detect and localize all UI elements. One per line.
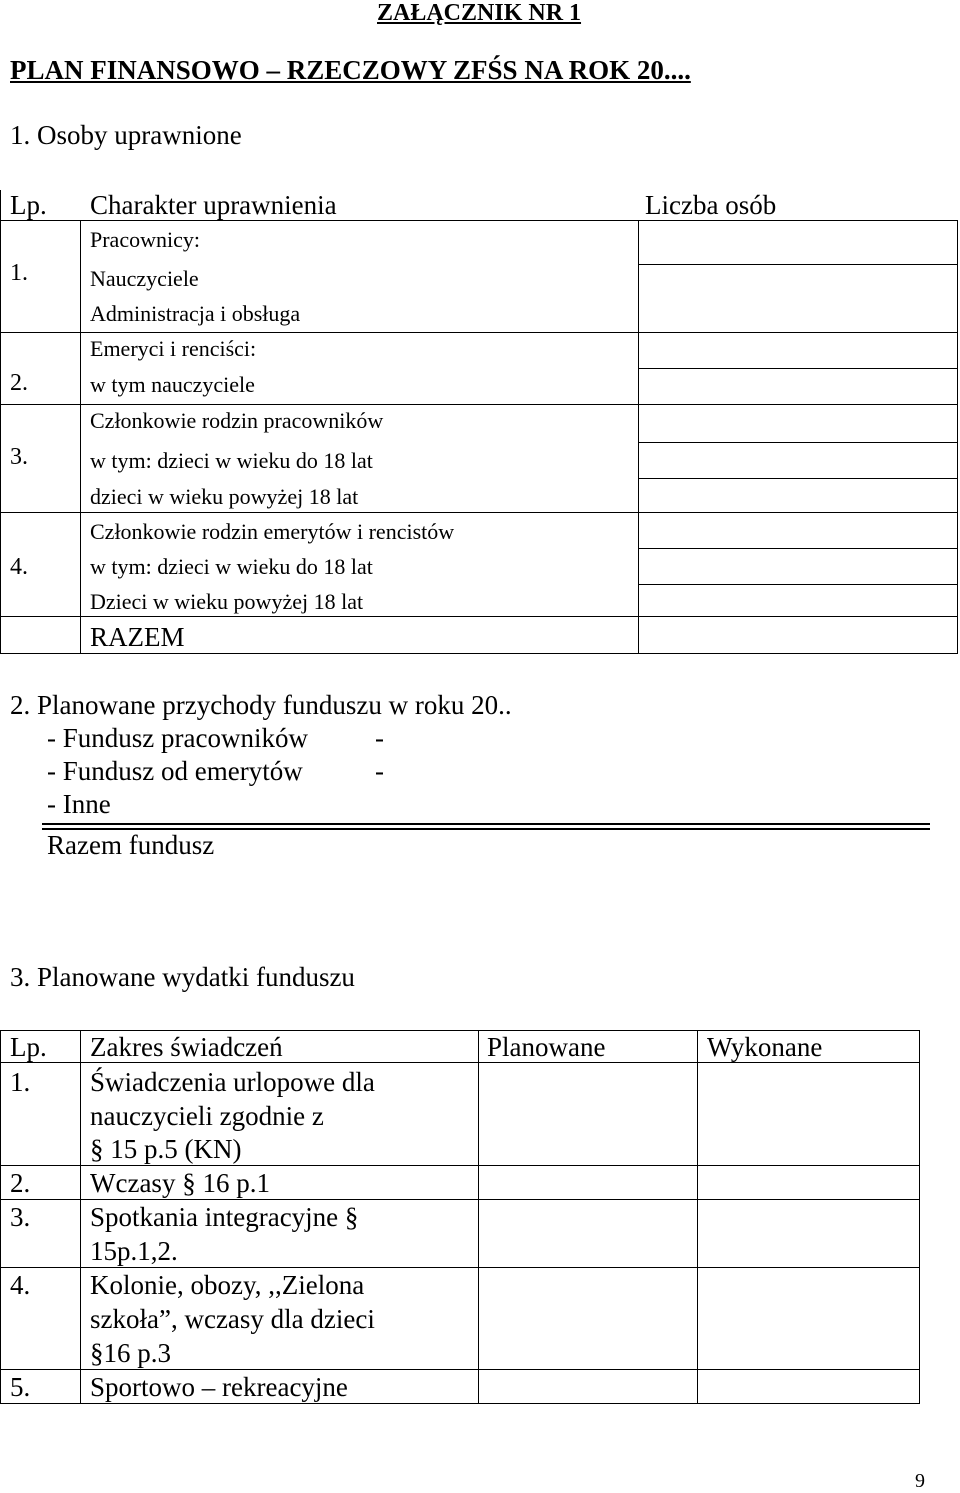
double-rule — [42, 823, 930, 825]
table-row: Emeryci i renciści: — [90, 336, 257, 361]
total-label: RAZEM — [90, 622, 185, 652]
table-row: Członkowie rodzin pracowników — [90, 408, 384, 433]
section2-heading: 2. Planowane przychody funduszu w roku 20.. — [10, 690, 512, 720]
table-row: w tym nauczyciele — [90, 372, 255, 397]
col-header-count: Liczba osób — [645, 190, 777, 220]
table-rule — [0, 332, 958, 333]
lp-number: 2. — [10, 370, 28, 396]
income-dash: - — [375, 723, 384, 753]
section3-heading: 3. Planowane wydatki funduszu — [10, 962, 355, 992]
table-rule — [0, 653, 958, 654]
table-row: Nauczyciele — [90, 266, 199, 291]
row-scope-line: nauczycieli zgodnie z — [90, 1101, 324, 1131]
row-lp: 4. — [10, 1270, 31, 1300]
table-rule — [0, 512, 958, 513]
table-rule — [957, 220, 958, 654]
row-lp: 5. — [10, 1372, 31, 1402]
row-scope-line: § 15 p.5 (KN) — [90, 1134, 242, 1164]
table-rule — [638, 264, 958, 265]
table-row: Administracja i obsługa — [90, 301, 301, 326]
table-row: Członkowie rodzin emerytów i rencistów — [90, 519, 455, 544]
annex-label: ZAŁĄCZNIK NR 1 — [377, 0, 582, 26]
table-rule — [638, 220, 639, 654]
table-rule — [0, 404, 958, 405]
table-row: w tym: dzieci w wieku do 18 lat — [90, 448, 373, 473]
lp-number: 4. — [10, 554, 28, 580]
row-scope-line: §16 p.3 — [90, 1338, 171, 1368]
table-rule — [638, 584, 958, 585]
table-rule — [80, 220, 81, 654]
row-scope-line: szkoła”, wczasy dla dzieci — [90, 1304, 375, 1334]
fund-total-label: Razem fundusz — [47, 830, 215, 860]
table-rule — [638, 478, 958, 479]
row-lp: 2. — [10, 1168, 31, 1198]
col-header-planned: Planowane — [487, 1032, 606, 1062]
table-rule — [0, 1030, 1, 1404]
expenses-table — [0, 1030, 920, 1404]
table-row: dzieci w wieku powyżej 18 lat — [90, 484, 359, 509]
page-number: 9 — [915, 1470, 925, 1492]
row-scope-line: Sportowo – rekreacyjne — [90, 1372, 348, 1402]
col-header-lp: Lp. — [10, 1032, 47, 1062]
entitled-persons-table — [0, 190, 958, 654]
table-rule — [478, 1030, 479, 1404]
income-item: - Fundusz od emerytów — [47, 756, 303, 786]
col-header-lp: Lp. — [10, 190, 47, 220]
table-rule — [0, 616, 958, 617]
row-scope-line: Kolonie, obozy, ,,Zielona — [90, 1270, 365, 1300]
lp-number: 3. — [10, 444, 28, 470]
section1-heading: 1. Osoby uprawnione — [10, 120, 242, 150]
income-item: - Inne — [47, 789, 111, 819]
table-rule — [919, 1030, 920, 1404]
row-scope-line: 15p.1,2. — [90, 1236, 178, 1266]
table-rule — [697, 1030, 698, 1404]
col-header-scope: Zakres świadczeń — [90, 1032, 283, 1062]
income-dash: - — [375, 756, 384, 786]
table-rule — [638, 442, 958, 443]
row-lp: 3. — [10, 1202, 31, 1232]
row-scope-line: Spotkania integracyjne § — [90, 1202, 359, 1232]
row-scope-line: Świadczenia urlopowe dla — [90, 1067, 375, 1097]
col-header-type: Charakter uprawnienia — [90, 190, 337, 220]
table-rule — [0, 190, 1, 654]
row-scope-line: Wczasy § 16 p.1 — [90, 1168, 270, 1198]
plan-title: PLAN FINANSOWO – RZECZOWY ZFŚS NA ROK 20.... — [10, 55, 691, 85]
row-lp: 1. — [10, 1067, 31, 1097]
table-rule — [638, 548, 958, 549]
table-rule — [80, 1030, 81, 1404]
table-row: Pracownicy: — [90, 227, 200, 252]
income-item: - Fundusz pracowników — [47, 723, 308, 753]
table-row: w tym: dzieci w wieku do 18 lat — [90, 554, 373, 579]
lp-number: 1. — [10, 260, 28, 286]
table-row: Dzieci w wieku powyżej 18 lat — [90, 589, 364, 614]
table-rule — [638, 368, 958, 369]
col-header-done: Wykonane — [707, 1032, 823, 1062]
